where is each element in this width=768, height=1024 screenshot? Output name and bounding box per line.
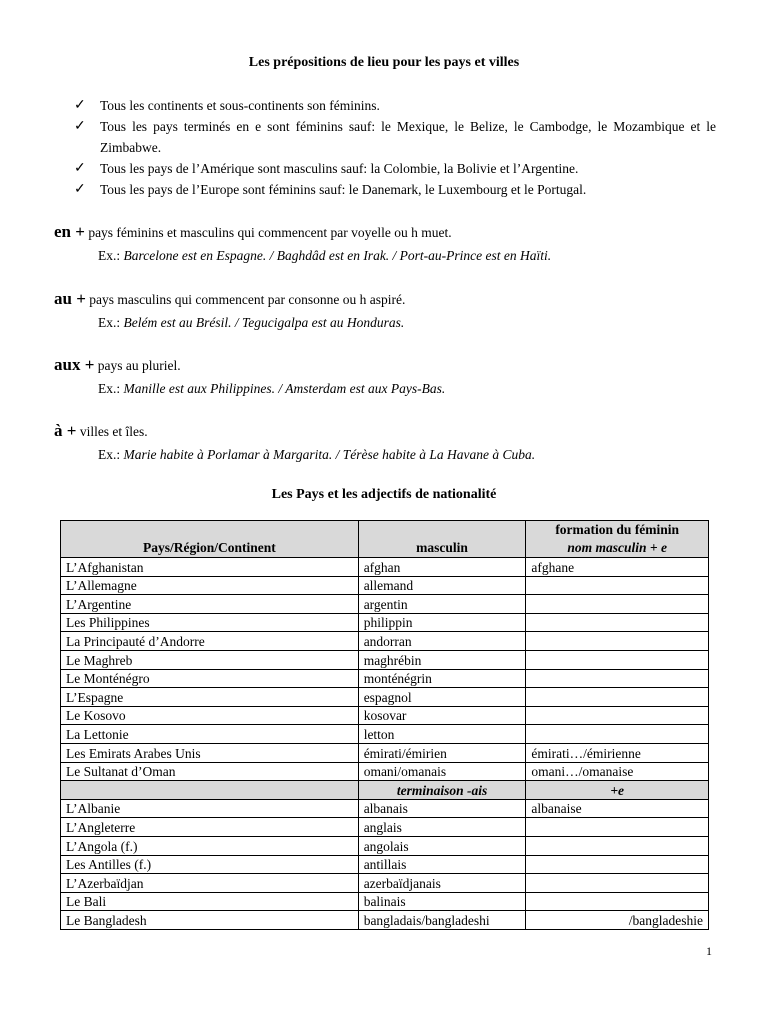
example-line bbox=[98, 445, 714, 465]
cell-masculin: afghan bbox=[358, 558, 526, 577]
table-row bbox=[61, 911, 709, 930]
cell-feminin: afghane bbox=[526, 558, 709, 577]
cell-feminin: émirati…/émirienne bbox=[526, 743, 709, 762]
check-icon: ✓ bbox=[74, 182, 86, 197]
table-row bbox=[61, 632, 709, 651]
cell-pays: L’Espagne bbox=[61, 688, 359, 707]
section-description: pays au pluriel. bbox=[97, 358, 181, 373]
cell-pays: L’Angleterre bbox=[61, 818, 359, 837]
cell-masculin: kosovar bbox=[358, 706, 526, 725]
cell-feminin: albanaise bbox=[526, 799, 709, 818]
cell-feminin bbox=[526, 632, 709, 651]
header-masculin: masculin bbox=[358, 521, 526, 558]
cell-masculin: maghrébin bbox=[358, 650, 526, 669]
rule-text: Tous les pays de l’Amérique sont masculins sauf: la Colombie, la Bolivie et l’Argentine. bbox=[100, 161, 579, 176]
subheader-feminin: +e bbox=[526, 781, 709, 800]
table-row bbox=[61, 799, 709, 818]
example-text: Marie habite à Porlamar à Margarita. / Térèse habite à La Havane à Cuba. bbox=[123, 447, 536, 462]
cell-masculin: argentin bbox=[358, 595, 526, 614]
table-row bbox=[61, 688, 709, 707]
cell-masculin: albanais bbox=[358, 799, 526, 818]
cell-pays: La Principauté d’Andorre bbox=[61, 632, 359, 651]
cell-masculin: azerbaïdjanais bbox=[358, 874, 526, 893]
table-row bbox=[61, 743, 709, 762]
section-heading bbox=[54, 222, 714, 243]
header-feminin bbox=[526, 521, 709, 558]
cell-feminin bbox=[526, 892, 709, 911]
table-subheader bbox=[61, 781, 709, 800]
example-line bbox=[98, 246, 714, 266]
rule-item bbox=[74, 158, 716, 179]
cell-pays: L’Argentine bbox=[61, 595, 359, 614]
table-body-group2 bbox=[61, 799, 709, 929]
table-header-row bbox=[61, 521, 709, 558]
section-description: pays féminins et masculins qui commencent par voyelle ou h muet. bbox=[88, 225, 452, 240]
header-feminin-line2: nom masculin + e bbox=[567, 540, 667, 555]
check-icon: ✓ bbox=[74, 161, 86, 176]
table-row bbox=[61, 669, 709, 688]
cell-masculin: allemand bbox=[358, 576, 526, 595]
cell-pays: Le Sultanat d’Oman bbox=[61, 762, 359, 781]
cell-pays: L’Allemagne bbox=[61, 576, 359, 595]
header-pays: Pays/Région/Continent bbox=[61, 521, 359, 558]
section-au bbox=[54, 289, 714, 333]
header-feminin-line1: formation du féminin bbox=[555, 522, 680, 537]
section-heading bbox=[54, 355, 714, 376]
cell-masculin: omani/omanais bbox=[358, 762, 526, 781]
section-a bbox=[54, 421, 714, 465]
cell-feminin bbox=[526, 688, 709, 707]
subheader-masculin: terminaison -ais bbox=[358, 781, 526, 800]
table-row bbox=[61, 818, 709, 837]
cell-pays: Les Emirats Arabes Unis bbox=[61, 743, 359, 762]
section-description: pays masculins qui commencent par consonne ou h aspiré. bbox=[89, 292, 406, 307]
section-heading bbox=[54, 421, 714, 442]
nationality-table bbox=[60, 520, 709, 930]
cell-pays: Le Bangladesh bbox=[61, 911, 359, 930]
subheader-row bbox=[61, 781, 709, 800]
page-title: Les prépositions de lieu pour les pays et villes bbox=[248, 55, 520, 70]
example-text: Manille est aux Philippines. / Amsterdam est aux Pays-Bas. bbox=[123, 381, 446, 396]
cell-masculin: espagnol bbox=[358, 688, 526, 707]
cell-pays: L’Azerbaïdjan bbox=[61, 874, 359, 893]
cell-pays: Le Bali bbox=[61, 892, 359, 911]
cell-feminin bbox=[526, 650, 709, 669]
cell-masculin: letton bbox=[358, 725, 526, 744]
table-row bbox=[61, 613, 709, 632]
cell-masculin: émirati/émirien bbox=[358, 743, 526, 762]
section-en bbox=[54, 222, 714, 266]
cell-feminin: /bangladeshie bbox=[526, 911, 709, 930]
cell-feminin bbox=[526, 595, 709, 614]
example-label: Ex.: bbox=[98, 248, 121, 263]
table-row bbox=[61, 762, 709, 781]
rule-text: Tous les continents et sous-continents son féminins. bbox=[100, 98, 380, 113]
cell-feminin bbox=[526, 706, 709, 725]
cell-masculin: angolais bbox=[358, 836, 526, 855]
cell-pays: Les Philippines bbox=[61, 613, 359, 632]
cell-feminin bbox=[526, 613, 709, 632]
cell-feminin bbox=[526, 669, 709, 688]
check-icon: ✓ bbox=[74, 119, 86, 134]
table-row bbox=[61, 874, 709, 893]
rule-text: Tous les pays terminés en e sont féminins sauf: le Mexique, le Belize, le Cambodge, le Mozambique et le Zimbabwe. bbox=[100, 119, 716, 155]
cell-masculin: philippin bbox=[358, 613, 526, 632]
preposition: en + bbox=[54, 222, 85, 241]
table-row bbox=[61, 558, 709, 577]
table-body-group1 bbox=[61, 558, 709, 781]
table-row bbox=[61, 576, 709, 595]
cell-masculin: antillais bbox=[358, 855, 526, 874]
cell-masculin: anglais bbox=[358, 818, 526, 837]
cell-masculin: andorran bbox=[358, 632, 526, 651]
table-row bbox=[61, 650, 709, 669]
cell-pays: Le Kosovo bbox=[61, 706, 359, 725]
rules-list bbox=[74, 95, 716, 200]
table-row bbox=[61, 836, 709, 855]
table-row bbox=[61, 892, 709, 911]
cell-masculin: bangladais/bangladeshi bbox=[358, 911, 526, 930]
cell-masculin: balinais bbox=[358, 892, 526, 911]
cell-pays: Les Antilles (f.) bbox=[61, 855, 359, 874]
cell-feminin bbox=[526, 576, 709, 595]
cell-feminin bbox=[526, 855, 709, 874]
cell-feminin bbox=[526, 818, 709, 837]
table-row bbox=[61, 706, 709, 725]
table-row bbox=[61, 595, 709, 614]
rule-item bbox=[74, 179, 716, 200]
table-row bbox=[61, 725, 709, 744]
page-number: 1 bbox=[706, 944, 712, 958]
rule-item bbox=[74, 95, 716, 116]
cell-pays: Le Maghreb bbox=[61, 650, 359, 669]
cell-feminin bbox=[526, 725, 709, 744]
cell-feminin bbox=[526, 836, 709, 855]
check-icon: ✓ bbox=[74, 98, 86, 113]
example-line bbox=[98, 379, 714, 399]
example-text: Belém est au Brésil. / Tegucigalpa est au Honduras. bbox=[123, 315, 405, 330]
cell-pays: Le Monténégro bbox=[61, 669, 359, 688]
example-label: Ex.: bbox=[98, 447, 121, 462]
example-text: Barcelone est en Espagne. / Baghdâd est en Irak. / Port-au-Prince est en Haïti. bbox=[123, 248, 552, 263]
cell-feminin: omani…/omanaise bbox=[526, 762, 709, 781]
rule-text: Tous les pays de l’Europe sont féminins sauf: le Danemark, le Luxembourg et le Portugal. bbox=[100, 182, 587, 197]
cell-feminin bbox=[526, 874, 709, 893]
cell-pays: L’Albanie bbox=[61, 799, 359, 818]
example-label: Ex.: bbox=[98, 381, 121, 396]
cell-pays: L’Angola (f.) bbox=[61, 836, 359, 855]
example-line bbox=[98, 313, 714, 333]
cell-pays: La Lettonie bbox=[61, 725, 359, 744]
preposition: aux + bbox=[54, 355, 95, 374]
table-row bbox=[61, 855, 709, 874]
cell-masculin: monténégrin bbox=[358, 669, 526, 688]
preposition: au + bbox=[54, 289, 86, 308]
subheader-empty-cell bbox=[61, 781, 359, 800]
section-description: villes et îles. bbox=[79, 424, 148, 439]
section-aux bbox=[54, 355, 714, 399]
section-heading bbox=[54, 289, 714, 310]
cell-pays: L’Afghanistan bbox=[61, 558, 359, 577]
preposition: à + bbox=[54, 421, 77, 440]
table-title: Les Pays et les adjectifs de nationalité bbox=[271, 487, 497, 502]
rule-item bbox=[74, 116, 716, 158]
example-label: Ex.: bbox=[98, 315, 121, 330]
